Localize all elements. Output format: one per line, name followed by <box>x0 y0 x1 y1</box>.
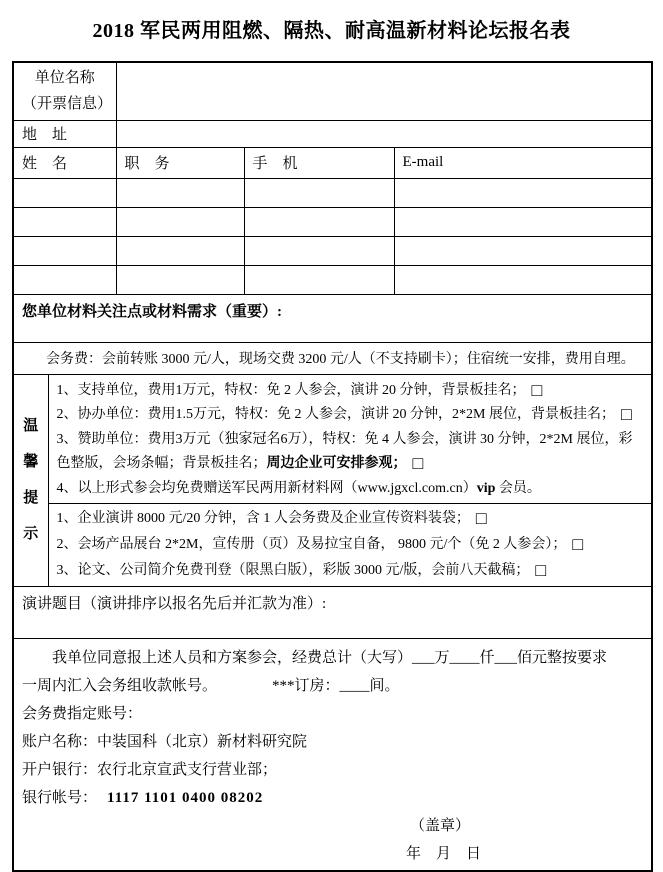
checkbox[interactable]: □ <box>475 508 487 528</box>
person-position-cell[interactable] <box>116 265 244 294</box>
tip-item-vip <box>57 477 644 502</box>
material-focus-input-cell[interactable] <box>13 294 652 342</box>
tip-text: 1、企业演讲 8000 元/20 分钟，含 1 人会务费及企业宣传资料装袋； <box>56 511 470 526</box>
person-position-cell[interactable] <box>116 236 244 265</box>
checkbox[interactable]: □ <box>412 453 424 473</box>
tip-text: 2、协办单位：费用1.5万元，特权：免 2 人参会，演讲 20 分钟，2*2M 展位，背景板挂名； <box>56 407 615 422</box>
unit-name-label-line2: （开票信息） <box>22 96 113 113</box>
tip-item-sponsor <box>57 428 644 477</box>
checkbox[interactable]: □ <box>572 534 584 554</box>
tip-item-coorganizer <box>57 403 644 428</box>
page-title: 2018 军民两用阻燃、隔热、耐高温新材料论坛报名表 <box>92 20 571 42</box>
tip-item-paper <box>57 558 644 584</box>
material-focus-label: 您单位材料关注点或材料需求（重要）: <box>22 303 282 320</box>
person-mobile-cell[interactable] <box>244 236 394 265</box>
tip-item-speech-fee <box>57 506 644 532</box>
tips-row-b <box>13 504 652 587</box>
agreement-cell <box>13 639 652 872</box>
person-name-cell[interactable] <box>13 265 116 294</box>
checkbox[interactable]: □ <box>535 560 547 580</box>
person-mobile-cell[interactable] <box>244 207 394 236</box>
agreement-line2 <box>22 672 643 700</box>
tips-section-a <box>48 374 652 504</box>
person-row-3 <box>13 236 652 265</box>
person-position-cell[interactable] <box>116 207 244 236</box>
tip-text: 2、会场产品展台 2*2M，宣传册（页）及易拉宝自备， 9800 元/个（免 2 人参会）； <box>56 537 567 552</box>
unit-name-label-line1: 单位名称 <box>34 70 95 87</box>
col-header-position: 职 务 <box>116 147 244 178</box>
unit-name-input-cell[interactable] <box>116 62 652 120</box>
person-row-1 <box>13 178 652 207</box>
person-row-2 <box>13 207 652 236</box>
tips-label-char: 馨 <box>23 454 39 471</box>
material-focus-row <box>13 294 652 342</box>
tip-text-bold: 周边企业可安排参观； <box>266 456 407 471</box>
account-name: 账户名称：中装国科（北京）新材料研究院 <box>22 734 308 750</box>
address-label: 地 址 <box>13 120 116 147</box>
person-email-cell[interactable] <box>394 265 652 294</box>
tips-label-char: 提 <box>23 490 39 507</box>
tips-label-char: 温 <box>23 418 39 435</box>
checkbox[interactable]: □ <box>620 404 632 424</box>
unit-name-row <box>13 62 652 120</box>
col-header-email: E-mail <box>394 147 652 178</box>
col-header-name: 姓 名 <box>13 147 116 178</box>
person-position-cell[interactable] <box>116 178 244 207</box>
registration-table <box>12 61 653 872</box>
address-input-cell[interactable] <box>116 120 652 147</box>
person-name-cell[interactable] <box>13 236 116 265</box>
speech-title-label: 演讲题目（演讲排序以报名先后并汇款为准）: <box>22 596 327 612</box>
tip-text: 3、赞助单位：费用3万元（独家冠名6万），特权：免 4 人参会，演讲 30 分钟，2*2M 展位，彩色整版，会场条幅；背景板挂名； <box>56 431 633 471</box>
seal-placeholder: （盖章） <box>410 818 471 834</box>
person-email-cell[interactable] <box>394 207 652 236</box>
tip-item-support <box>57 379 644 404</box>
speech-title-input-cell[interactable] <box>13 587 652 639</box>
conference-fee-row <box>13 342 652 374</box>
bank-name: 开户银行：农行北京宣武支行营业部； <box>22 762 278 778</box>
people-header-row <box>13 147 652 178</box>
person-name-cell[interactable] <box>13 207 116 236</box>
tips-row-a <box>13 374 652 504</box>
tip-item-booth <box>57 532 644 558</box>
room-booking-blank[interactable]: ***订房：____间。 <box>272 678 400 694</box>
date-placeholder: 年 月 日 <box>406 846 482 862</box>
tips-vertical-label <box>13 374 48 587</box>
checkbox[interactable]: □ <box>531 379 543 400</box>
tip-text: 4、以上形式参会均免费赠送军民两用新材料网（www.jgxcl.com.cn） <box>56 480 477 496</box>
account-title: 会务费指定账号： <box>22 706 143 722</box>
bank-account-line <box>22 784 643 812</box>
person-email-cell[interactable] <box>394 236 652 265</box>
tips-section-b <box>48 504 652 587</box>
bank-account-number: 1117 1101 0400 08202 <box>107 790 264 806</box>
col-header-mobile: 手 机 <box>244 147 394 178</box>
person-mobile-cell[interactable] <box>244 265 394 294</box>
unit-name-label <box>13 62 116 120</box>
bank-account-label: 银行帐号： <box>22 790 98 806</box>
person-name-cell[interactable] <box>13 178 116 207</box>
agreement-row <box>13 639 652 872</box>
tips-label-char: 示 <box>23 526 39 543</box>
agreement-remit-text: 一周内汇入会务组收款帐号。 <box>22 678 218 694</box>
speech-title-row <box>13 587 652 639</box>
person-row-4 <box>13 265 652 294</box>
tip-text: 会员。 <box>495 480 541 496</box>
person-mobile-cell[interactable] <box>244 178 394 207</box>
tip-text: 1、支持单位，费用1万元，特权：免 2 人参会，演讲 20 分钟，背景板挂名； <box>56 382 526 398</box>
agreement-line1: 我单位同意报上述人员和方案参会，经费总计（大写）___万____仟___佰元整按要求 <box>52 650 608 666</box>
tip-text: 3、论文、公司简介免费刊登（限黑白版），彩版 3000 元/版，会前八天截稿； <box>56 563 530 578</box>
conference-fee-note: 会务费：会前转账 3000 元/人，现场交费 3200 元/人（不支持刷卡）；住宿统一安排，费用自理。 <box>13 342 652 374</box>
person-email-cell[interactable] <box>394 178 652 207</box>
tip-text-bold: vip <box>476 480 496 496</box>
address-row <box>13 120 652 147</box>
